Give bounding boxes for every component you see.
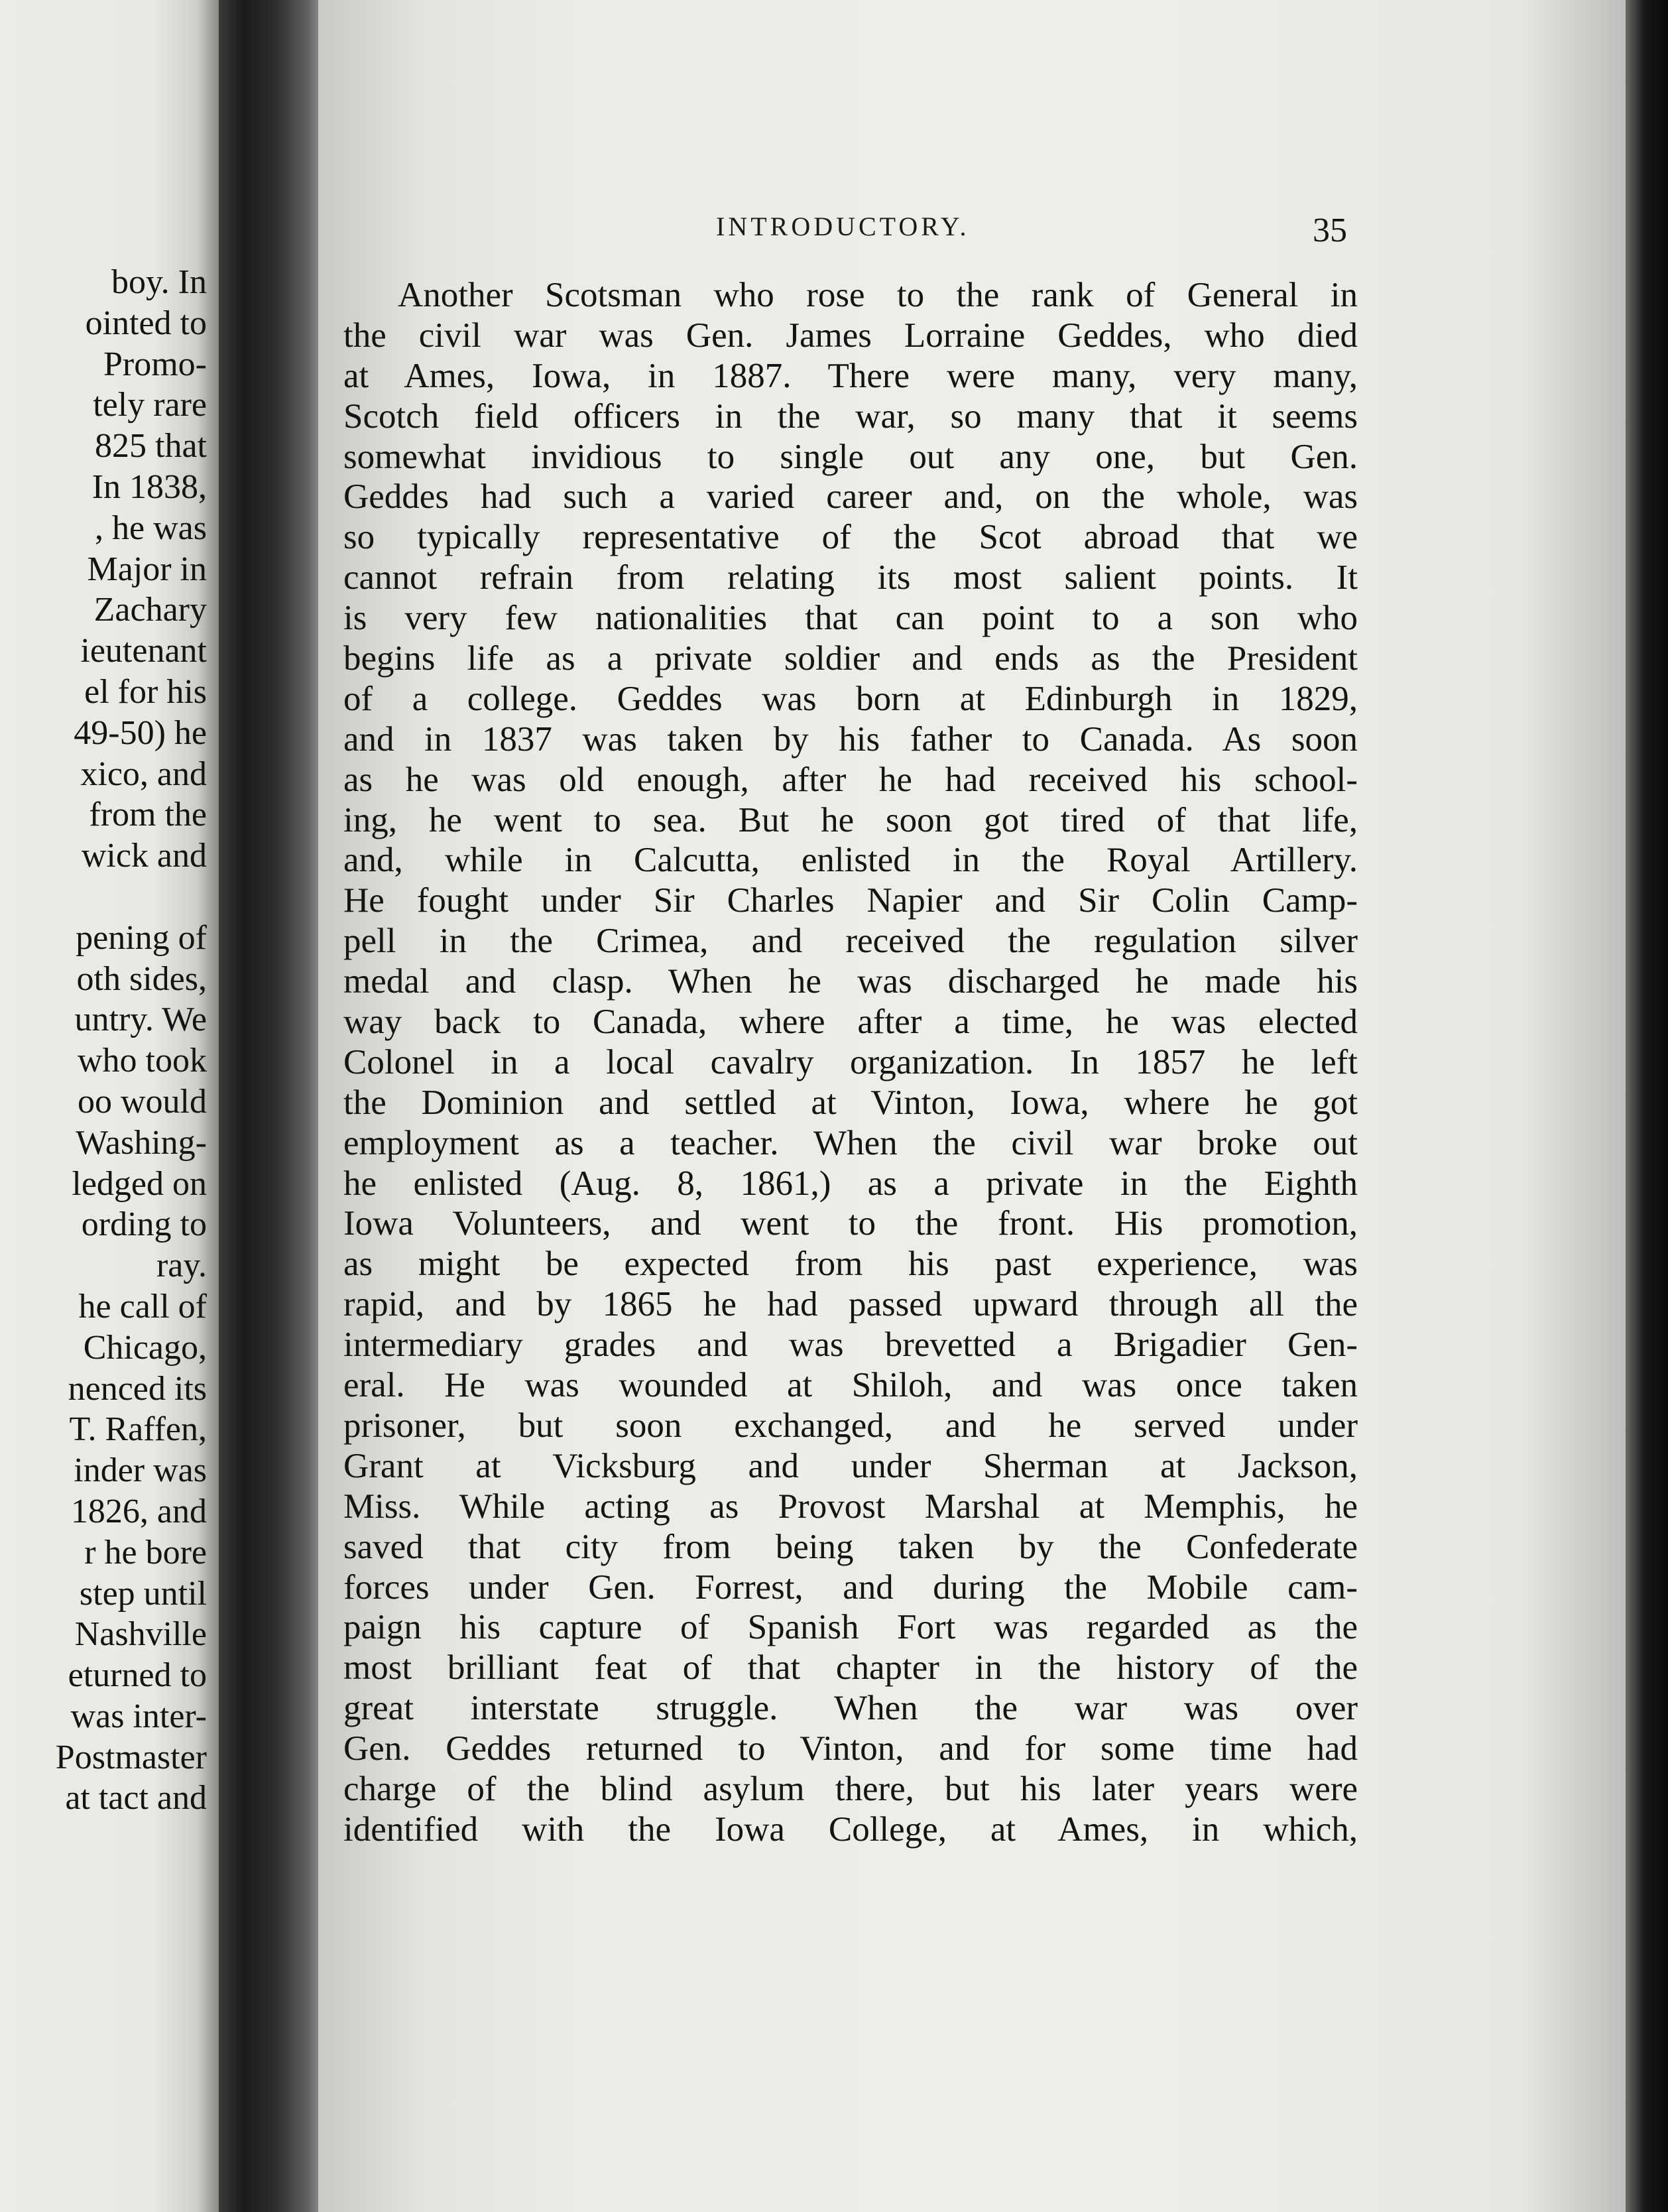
left-page-line — [56, 877, 207, 918]
body-line: paign his capture of Spanish Fort was regarded as the — [343, 1608, 1358, 1647]
body-line: cannot refrain from relating its most salient points. It — [343, 558, 1358, 597]
left-page-line: from the — [89, 796, 207, 834]
body-line: and in 1837 was taken by his father to Canada. As soon — [343, 719, 1358, 759]
left-page-line: ointed to — [85, 304, 207, 342]
body-line: begins life as a private soldier and ends as the President — [343, 639, 1358, 678]
body-line: forces under Gen. Forrest, and during the Mobile cam- — [343, 1567, 1358, 1607]
body-line: eral. He was wounded at Shiloh, and was once taken — [343, 1366, 1358, 1405]
body-line: identified with the Iowa College, at Ames, in which, — [343, 1810, 1358, 1849]
body-line: most brilliant feat of that chapter in the history of the — [343, 1648, 1358, 1688]
left-page-line: was inter- — [70, 1697, 207, 1735]
left-page-line: 825 that — [95, 427, 207, 465]
left-page-line: xico, and — [80, 755, 207, 793]
body-line: he enlisted (Aug. 8, 1861,) as a private in the Eighth — [343, 1164, 1358, 1203]
body-line: prisoner, but soon exchanged, and he served under — [343, 1406, 1358, 1445]
body-line: at Ames, Iowa, in 1887. There were many, very many, — [343, 356, 1358, 395]
body-line: Geddes had such a varied career and, on the whole, was — [343, 477, 1358, 517]
body-line: He fought under Sir Charles Napier and Sir Colin Camp- — [343, 881, 1358, 920]
body-line: Another Scotsman who rose to the rank of General in — [398, 276, 1358, 314]
left-page-line: , he was — [95, 509, 207, 547]
body-line: pell in the Crimea, and received the regulation silver — [343, 922, 1358, 961]
left-page-line: he call of — [78, 1287, 207, 1325]
body-text — [343, 275, 1358, 1850]
body-line: of a college. Geddes was born at Edinburgh in 1829, — [343, 679, 1358, 718]
body-line: somewhat invidious to single out any one, but Gen. — [343, 437, 1358, 476]
running-head: INTRODUCTORY. — [716, 212, 970, 241]
body-line: Miss. While acting as Provost Marshal at Memphis, he — [343, 1487, 1358, 1526]
left-page-line: wick and — [81, 837, 207, 875]
body-line: intermediary grades and was brevetted a Brigadier Gen- — [343, 1325, 1358, 1365]
body-line: so typically representative of the Scot abroad that we — [343, 518, 1358, 557]
body-line: as might be expected from his past experience, was — [343, 1245, 1358, 1284]
body-line: Grant at Vicksburg and under Sherman at Jackson, — [343, 1446, 1358, 1485]
body-line: the civil war was Gen. James Lorraine Geddes, who died — [343, 316, 1358, 355]
left-page-line: 49-50) he — [74, 713, 207, 752]
left-page-line: untry. We — [74, 1001, 207, 1039]
left-page-line: r he bore — [84, 1533, 207, 1571]
left-page-line: T. Raffen, — [69, 1410, 207, 1449]
body-line: great interstate struggle. When the war was over — [343, 1689, 1358, 1728]
left-page-line: ording to — [81, 1205, 207, 1244]
left-page-line: step until — [79, 1574, 207, 1613]
left-page-line: pening of — [76, 918, 207, 957]
left-page-line: el for his — [84, 672, 207, 711]
left-page-text — [56, 262, 207, 1819]
page-number: 35 — [1313, 212, 1347, 249]
left-page-line: In 1838, — [91, 467, 207, 506]
left-page-line: Washing- — [76, 1123, 207, 1162]
left-page-line: ray. — [156, 1247, 207, 1285]
left-page — [0, 0, 219, 2212]
body-line: employment as a teacher. When the civil war broke out — [343, 1123, 1358, 1162]
left-page-line: Nashville — [74, 1615, 207, 1654]
body-line: Colonel in a local cavalry organization. In 1857 he left — [343, 1042, 1358, 1081]
left-page-line: Major in — [87, 550, 207, 588]
body-line: and, while in Calcutta, enlisted in the Royal Artillery. — [343, 841, 1358, 880]
left-page-line: Zachary — [93, 591, 207, 629]
body-line: charge of the blind asylum there, but his later years were — [343, 1769, 1358, 1808]
left-page-line: nenced its — [68, 1369, 207, 1408]
left-page-line: Chicago, — [83, 1328, 207, 1367]
left-page-line: who took — [78, 1042, 207, 1080]
body-line: is very few nationalities that can point to a son who — [343, 599, 1358, 638]
body-line: medal and clasp. When he was discharged he made his — [343, 962, 1358, 1001]
left-page-line: tely rare — [93, 386, 207, 424]
body-line: ing, he went to sea. But he soon got tired of that life, — [343, 800, 1358, 839]
left-page-line: oo would — [78, 1082, 207, 1121]
left-page-line: ledged on — [72, 1164, 207, 1203]
body-line: as he was old enough, after he had received his school- — [343, 760, 1358, 799]
left-page-line: Postmaster — [55, 1738, 207, 1776]
left-page-line: eturned to — [68, 1656, 207, 1695]
left-page-line: at tact and — [65, 1779, 207, 1817]
body-line: way back to Canada, where after a time, he was elected — [343, 1003, 1358, 1042]
body-line: saved that city from being taken by the Confederate — [343, 1527, 1358, 1566]
body-line: rapid, and by 1865 he had passed upward through all the — [343, 1285, 1358, 1324]
left-page-line: oth sides, — [76, 959, 207, 998]
left-page-line: 1826, and — [70, 1492, 207, 1530]
body-line: Iowa Volunteers, and went to the front. His promotion, — [343, 1204, 1358, 1243]
body-line: Scotch field officers in the war, so many that it seems — [343, 397, 1358, 436]
left-page-line: boy. In — [111, 263, 207, 301]
left-page-line: inder was — [74, 1451, 207, 1490]
page-edge-shadow — [1626, 0, 1668, 2212]
body-line: the Dominion and settled at Vinton, Iowa, where he got — [343, 1083, 1358, 1122]
left-page-line: ieutenant — [80, 632, 207, 670]
body-line: Gen. Geddes returned to Vinton, and for some time had — [343, 1729, 1358, 1768]
left-page-line: Promo- — [103, 345, 207, 383]
